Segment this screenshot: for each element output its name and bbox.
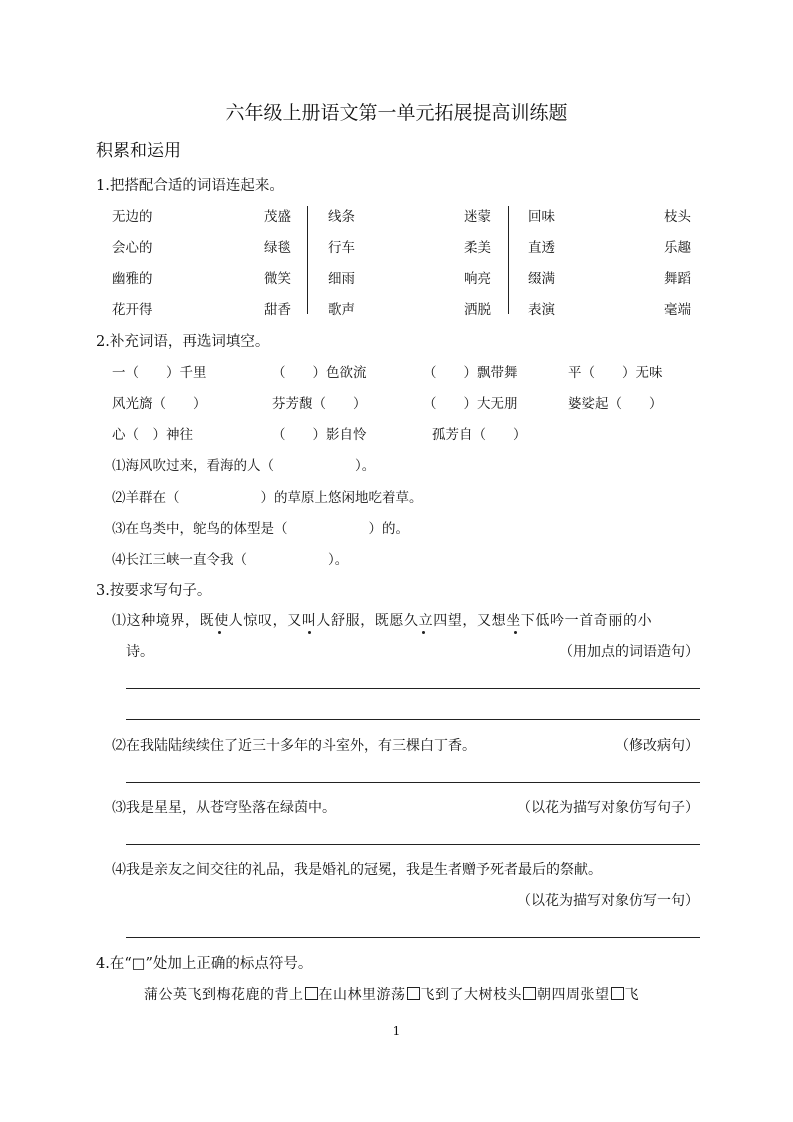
requirement-label: （以花为描写对象仿写句子） — [517, 800, 699, 816]
match-word: 幽雅的 — [112, 271, 153, 287]
match-word: 毫端 — [664, 302, 691, 318]
match-word: 表演 — [528, 302, 555, 318]
match-word: 细雨 — [328, 271, 355, 287]
punctuation-box[interactable] — [407, 987, 420, 1000]
fill-in-idiom[interactable]: 平（ ）无味 — [568, 365, 663, 381]
fill-in-idiom[interactable]: 心（ ）神往 — [112, 427, 193, 443]
match-word: 会心的 — [112, 240, 153, 256]
sentence-3: ⑶我是星星，从苍穹坠落在绿茵中。 — [112, 800, 336, 816]
sentence-2: ⑵在我陆陆续续住了近三十多年的斗室外，有三棵白丁香。 — [112, 738, 476, 754]
passage-segment: 在山林里游荡 — [318, 987, 406, 1003]
fill-in-idiom[interactable]: 芬芳馥（ ） — [272, 396, 367, 412]
match-word: 缀满 — [528, 271, 555, 287]
match-word: 柔美 — [464, 240, 491, 256]
requirement-label: （修改病句） — [615, 738, 699, 754]
match-word: 花开得 — [112, 302, 153, 318]
q2-prompt: 2.补充词语，再选词填空。 — [96, 334, 270, 350]
fill-sentence[interactable]: ⑷长江三峡一直令我（ ）。 — [112, 552, 349, 568]
match-word: 洒脱 — [464, 302, 491, 318]
answer-line[interactable] — [126, 688, 700, 689]
page-title: 六年级上册语文第一单元拓展提高训练题 — [225, 102, 568, 124]
fill-in-idiom[interactable]: 婆娑起（ ） — [568, 396, 663, 412]
requirement-label: （用加点的词语造句） — [559, 644, 699, 660]
passage-segment: 蒲公英飞到梅花鹿的背上 — [144, 987, 304, 1003]
emphasis-dot — [514, 631, 517, 634]
match-word: 回味 — [528, 209, 555, 225]
section-heading: 积累和运用 — [96, 141, 181, 161]
match-word: 直透 — [528, 240, 555, 256]
match-word: 茂盛 — [264, 209, 291, 225]
q4-prompt: 4.在“□”处加上正确的标点符号。 — [96, 956, 313, 972]
answer-line[interactable] — [126, 719, 700, 720]
fill-sentence[interactable]: ⑴海风吹过来，看海的人（ ）。 — [112, 458, 376, 474]
column-divider — [508, 206, 509, 314]
sentence-4: ⑷我是亲友之间交往的礼品，我是婚礼的冠冕，我是生者赠予死者最后的祭献。 — [112, 862, 602, 878]
emphasis-dot — [422, 631, 425, 634]
punctuation-box[interactable] — [523, 987, 536, 1000]
fill-in-idiom[interactable]: （ ）影自怜 — [272, 427, 367, 443]
emphasis-dot — [218, 631, 221, 634]
answer-line[interactable] — [126, 782, 700, 783]
passage-segment: 飞到了大树枝头 — [420, 987, 522, 1003]
match-word: 乐趣 — [664, 240, 691, 256]
page-number: 1 — [392, 1024, 401, 1038]
answer-line[interactable] — [126, 937, 700, 938]
emphasis-dot — [308, 631, 311, 634]
match-word: 绿毯 — [264, 240, 291, 256]
punctuation-box[interactable] — [305, 987, 318, 1000]
match-word: 枝头 — [664, 209, 691, 225]
fill-in-idiom[interactable]: 一（ ）千里 — [112, 365, 207, 381]
punctuation-box[interactable] — [611, 987, 624, 1000]
fill-sentence[interactable]: ⑵羊群在（ ）的草原上悠闲地吃着草。 — [112, 490, 423, 506]
column-divider — [307, 206, 308, 314]
sentence-1-cont: 诗。 — [126, 644, 154, 660]
requirement-label: （以花为描写对象仿写一句） — [517, 893, 699, 909]
match-word: 线条 — [328, 209, 355, 225]
q1-prompt: 1.把搭配合适的词语连起来。 — [96, 178, 284, 194]
fill-in-idiom[interactable]: （ ）飘带舞 — [423, 365, 518, 381]
match-word: 微笑 — [264, 271, 291, 287]
sentence-1: ⑴这种境界，既使人惊叹，又叫人舒服，既愿久立四望，又想坐下低吟一首奇丽的小 — [112, 613, 653, 629]
match-word: 迷蒙 — [464, 209, 491, 225]
match-word: 无边的 — [112, 209, 153, 225]
match-word: 舞蹈 — [664, 271, 691, 287]
match-word: 响亮 — [464, 271, 491, 287]
answer-line[interactable] — [126, 844, 700, 845]
fill-in-idiom[interactable]: 风光旖（ ） — [112, 396, 207, 412]
passage-segment: 朝四周张望 — [537, 987, 610, 1003]
fill-sentence[interactable]: ⑶在鸟类中，鸵鸟的体型是（ ）的。 — [112, 521, 409, 537]
fill-in-idiom[interactable]: 孤芳自（ ） — [432, 427, 527, 443]
match-word: 行车 — [328, 240, 355, 256]
punctuation-passage — [144, 984, 639, 1004]
match-word: 甜香 — [264, 302, 291, 318]
fill-in-idiom[interactable]: （ ）大无朋 — [423, 396, 518, 412]
fill-in-idiom[interactable]: （ ）色欲流 — [272, 365, 367, 381]
match-word: 歌声 — [328, 302, 355, 318]
passage-segment: 飞 — [624, 987, 639, 1003]
q3-prompt: 3.按要求写句子。 — [96, 583, 212, 599]
